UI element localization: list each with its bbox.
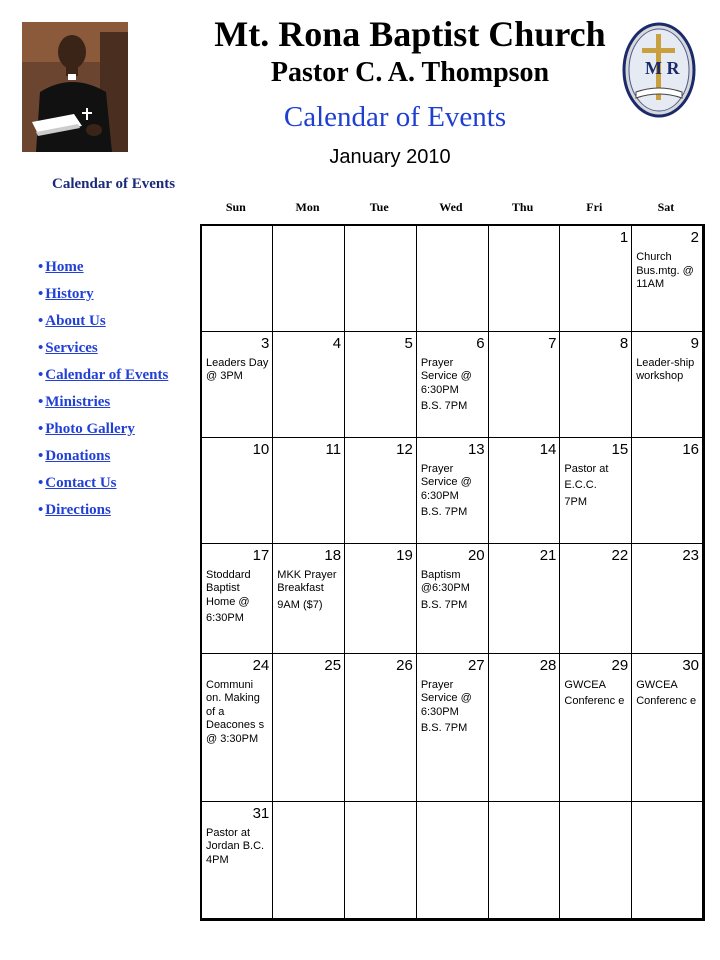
event-text: B.S. 7PM (420, 400, 468, 412)
calendar-day-cell (201, 225, 273, 331)
nav-item (38, 308, 168, 335)
pastor-name: Pastor C. A. Thompson (270, 57, 550, 88)
event-text: Communi on. Making of a Deacones s @ 3:30PM (206, 678, 265, 745)
calendar-week (201, 437, 704, 543)
calendar-day-cell (488, 801, 560, 919)
event-text: Conferenc e (564, 695, 625, 707)
day-number: 25 (324, 656, 342, 674)
event-notes (564, 463, 628, 510)
bullet-icon: • (38, 340, 44, 356)
nav-link-about-us[interactable]: About Us (45, 313, 106, 329)
bullet-icon: • (38, 313, 44, 329)
calendar-day-cell (201, 801, 273, 919)
calendar-day-cell (416, 331, 488, 437)
nav-item (38, 470, 168, 497)
nav-item (38, 362, 168, 389)
weekday-label: Wed (439, 200, 463, 214)
event-text: Prayer Service @ 6:30PM (420, 356, 472, 396)
day-number: 14 (539, 440, 557, 458)
logo-emblem-icon (622, 22, 696, 118)
day-number: 20 (467, 546, 485, 564)
weekday-label: Thu (511, 200, 534, 214)
day-number: 24 (252, 656, 270, 674)
nav-link-history[interactable]: History (45, 286, 94, 302)
event-text: B.S. 7PM (420, 598, 468, 611)
event-text: Stoddard Baptist Home @ (206, 568, 251, 608)
day-number: 15 (611, 440, 629, 458)
calendar-week (201, 331, 704, 437)
nav-item (38, 443, 168, 470)
day-number: 9 (690, 334, 699, 352)
event-notes (277, 569, 341, 613)
calendar-day-cell (345, 801, 417, 919)
event-text: MKK Prayer Breakfast (277, 568, 337, 594)
event-notes (564, 679, 628, 709)
sidebar-nav (38, 254, 168, 524)
calendar-day-cell (632, 543, 704, 653)
bullet-icon: • (38, 394, 44, 410)
day-number: 31 (252, 804, 270, 822)
event-notes (206, 569, 269, 626)
event-text: 6:30PM (206, 612, 244, 624)
event-text: Pastor at (564, 462, 609, 475)
pastor-photo (22, 22, 128, 152)
day-number: 22 (611, 546, 629, 564)
day-number: 30 (682, 656, 699, 674)
calendar-day-cell (560, 437, 632, 543)
calendar-day-cell (488, 437, 560, 543)
event-notes (206, 679, 269, 747)
event-text: 7PM (564, 495, 588, 508)
event-text: Conferenc e (636, 695, 697, 707)
calendar-day-cell (273, 543, 345, 653)
calendar-week (201, 801, 704, 919)
logo-letters: M R (645, 58, 680, 78)
calendar-day-cell (416, 225, 488, 331)
nav-link-services[interactable]: Services (45, 340, 98, 356)
calendar-day-cell (416, 437, 488, 543)
calendar-day-cell (416, 653, 488, 801)
calendar-month: January 2010 (329, 146, 451, 168)
calendar-day-cell (416, 543, 488, 653)
calendar-day-cell (560, 543, 632, 653)
nav-link-home[interactable]: Home (45, 259, 84, 275)
event-text: Church Bus.mtg. @ 11AM (636, 251, 694, 290)
calendar-day-cell (273, 801, 345, 919)
event-notes (206, 827, 269, 868)
weekday-label: Sat (657, 200, 675, 214)
day-number: 27 (467, 656, 485, 674)
calendar-week (201, 543, 704, 653)
calendar-day-cell (345, 437, 417, 543)
nav-item (38, 497, 168, 524)
calendar-day-cell (416, 801, 488, 919)
calendar-day-cell (632, 437, 704, 543)
day-number: 12 (396, 440, 413, 458)
nav-item (38, 389, 168, 416)
weekday-label: Tue (369, 200, 389, 214)
nav-item (38, 281, 168, 308)
calendar-day-cell (345, 543, 417, 653)
calendar-day-cell (632, 653, 704, 801)
calendar-day-cell (488, 225, 560, 331)
day-number: 3 (260, 334, 270, 352)
calendar-day-cell (201, 543, 273, 653)
bullet-icon: • (38, 502, 44, 518)
event-text: 9AM ($7) (277, 598, 323, 611)
calendar-day-cell (345, 225, 417, 331)
day-number: 16 (682, 440, 699, 458)
church-logo (622, 22, 696, 118)
calendar-day-cell (201, 331, 273, 437)
day-number: 29 (611, 656, 629, 674)
event-text: Prayer Service @ 6:30PM (420, 678, 472, 718)
day-number: 18 (324, 546, 342, 564)
event-notes (421, 569, 485, 613)
nav-link-ministries[interactable]: Ministries (45, 394, 111, 410)
event-text: Prayer Service @ 6:30PM (420, 462, 472, 502)
bullet-icon: • (38, 475, 44, 491)
page-title: Mt. Rona Baptist Church (214, 14, 606, 54)
event-text: B.S. 7PM (420, 722, 468, 734)
day-number: 2 (690, 229, 699, 246)
calendar-day-cell (273, 653, 345, 801)
event-text: GWCEA (636, 678, 678, 691)
day-number: 10 (252, 440, 270, 458)
calendar-day-cell (560, 653, 632, 801)
calendar-grid (200, 224, 705, 921)
calendar-day-cell (632, 331, 704, 437)
bullet-icon: • (38, 367, 44, 383)
event-notes (421, 357, 485, 414)
calendar-heading: Calendar of Events (283, 101, 507, 133)
nav-item (38, 335, 168, 362)
event-text: B.S. 7PM (420, 506, 468, 518)
weekday-label: Mon (295, 200, 320, 214)
event-text: GWCEA (564, 678, 606, 691)
day-number: 21 (539, 546, 557, 564)
bullet-icon: • (38, 286, 44, 302)
calendar-day-cell (273, 437, 345, 543)
nav-link-directions[interactable]: Directions (45, 502, 111, 518)
event-text: Pastor at Jordan B.C. 4PM (206, 826, 265, 866)
calendar-day-cell (488, 543, 560, 653)
nav-link-photo-gallery[interactable]: Photo Gallery (45, 421, 135, 437)
nav-link-donations[interactable]: Donations (45, 448, 111, 464)
calendar-day-cell (632, 225, 704, 331)
weekday-header (200, 200, 702, 215)
calendar-day-cell (488, 331, 560, 437)
calendar-day-cell (632, 801, 704, 919)
event-text: Baptism @6:30PM (420, 568, 470, 594)
day-number: 11 (325, 440, 342, 458)
day-number: 5 (404, 334, 413, 352)
day-number: 23 (682, 546, 699, 564)
event-notes (421, 679, 485, 736)
day-number: 28 (539, 656, 557, 674)
calendar-week (201, 225, 704, 331)
event-text: Leaders Day @ 3PM (206, 356, 269, 382)
day-number: 8 (619, 334, 629, 352)
weekday-label: Sun (225, 200, 246, 214)
day-number: 4 (332, 334, 342, 352)
calendar-day-cell (345, 653, 417, 801)
calendar-day-cell (201, 653, 273, 801)
calendar-day-cell (560, 331, 632, 437)
nav-link-calendar-of-events[interactable]: Calendar of Events (45, 367, 169, 383)
day-number: 7 (548, 334, 557, 352)
event-notes (636, 251, 699, 292)
day-number: 1 (619, 229, 629, 246)
event-text: Leader-ship workshop (636, 356, 695, 382)
day-number: 6 (476, 334, 485, 352)
calendar-week (201, 653, 704, 801)
event-text: E.C.C. (564, 479, 597, 491)
event-notes (636, 679, 699, 709)
calendar-day-cell (560, 801, 632, 919)
day-number: 26 (396, 656, 413, 674)
event-notes (636, 357, 699, 384)
calendar-day-cell (273, 331, 345, 437)
calendar-day-cell (345, 331, 417, 437)
sidebar-label: Calendar of Events (52, 176, 176, 192)
calendar-day-cell (560, 225, 632, 331)
bullet-icon: • (38, 259, 44, 275)
event-notes (206, 357, 269, 384)
bullet-icon: • (38, 421, 44, 437)
calendar-day-cell (488, 653, 560, 801)
day-number: 13 (467, 440, 485, 458)
weekday-label: Fri (586, 200, 603, 214)
pastor-portrait-illustration (22, 22, 128, 152)
bullet-icon: • (38, 448, 44, 464)
nav-item (38, 254, 168, 281)
nav-link-contact-us[interactable]: Contact Us (45, 475, 117, 491)
calendar-day-cell (201, 437, 273, 543)
nav-item (38, 416, 168, 443)
calendar-day-cell (273, 225, 345, 331)
event-notes (421, 463, 485, 520)
day-number: 19 (396, 546, 413, 564)
day-number: 17 (252, 546, 270, 564)
